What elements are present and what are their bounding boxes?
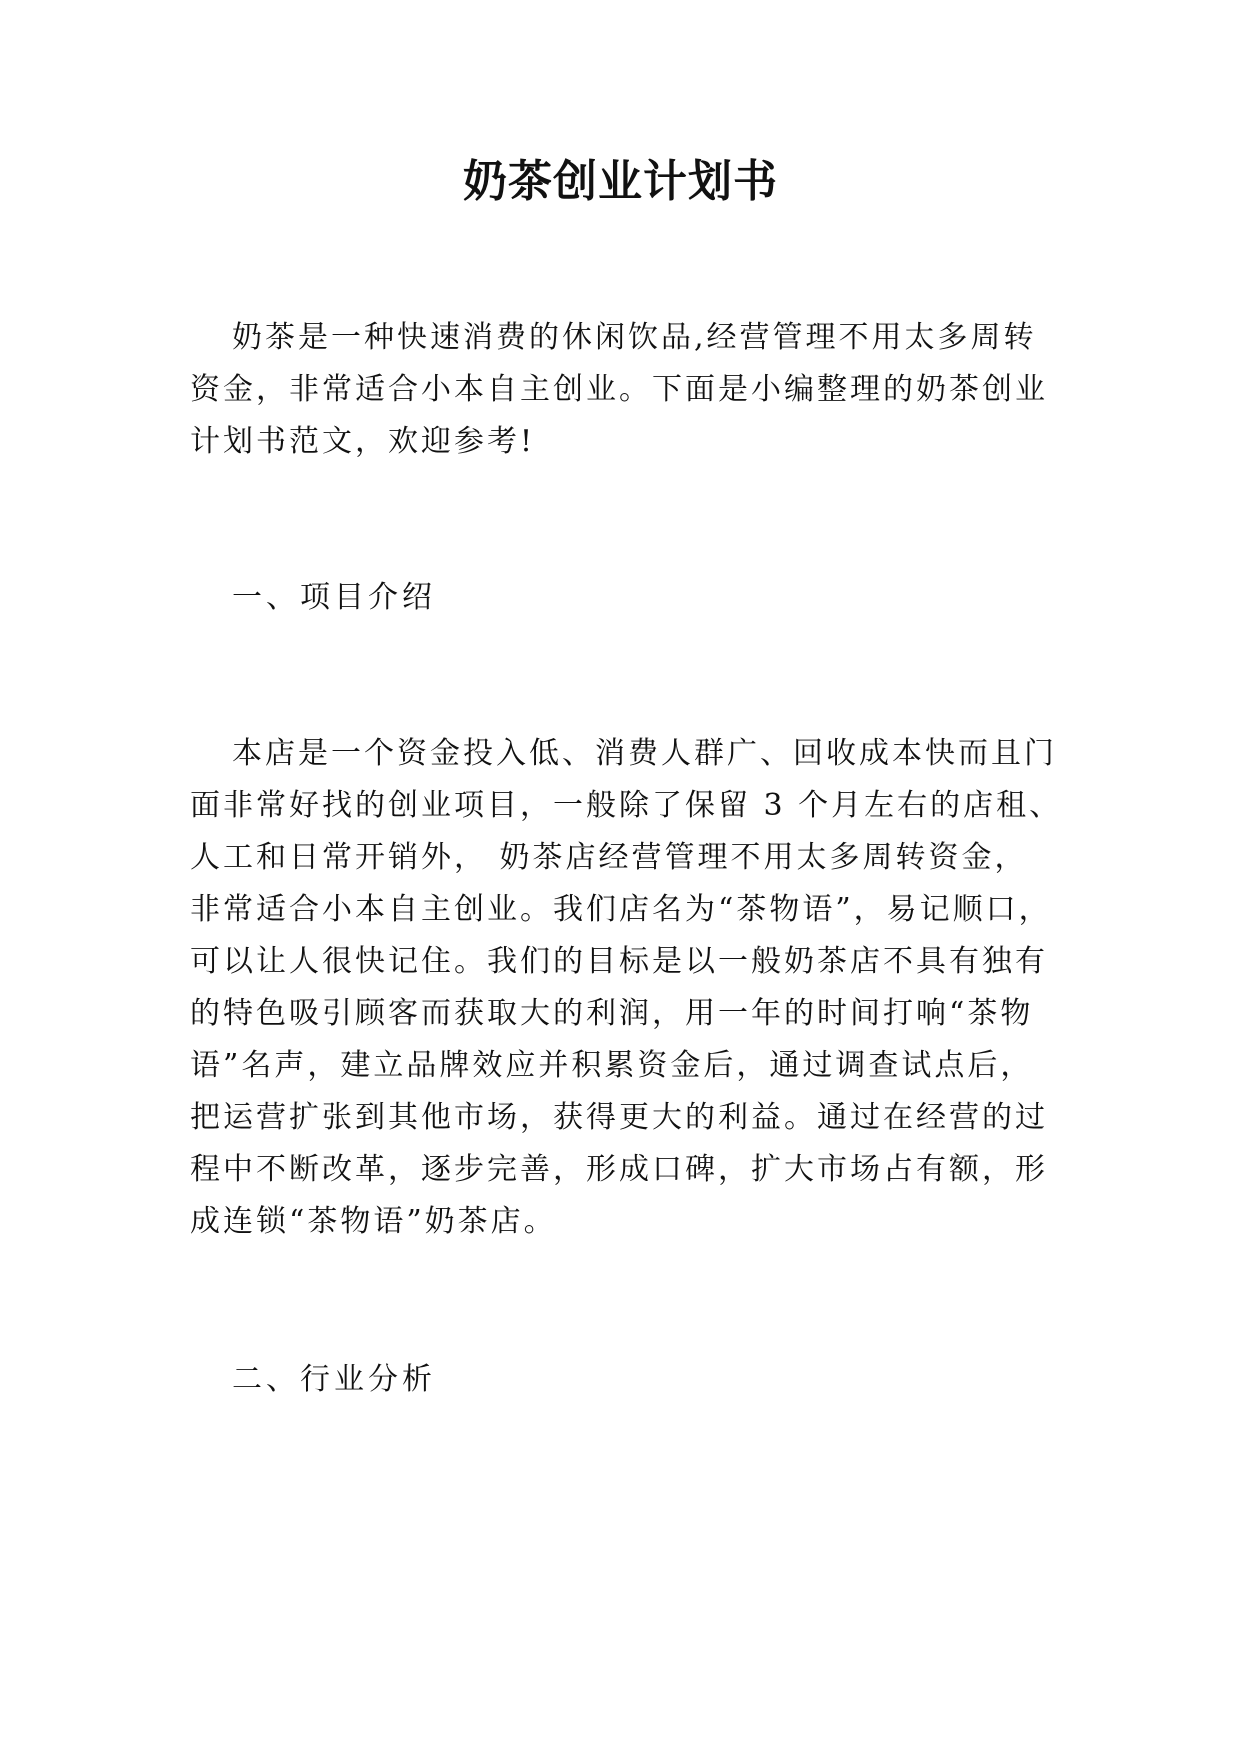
intro-paragraph-line: 计划书范文，欢迎参考! [190, 424, 536, 459]
section-heading-industry-analysis: 二、行业分析 [232, 1362, 436, 1397]
section1-paragraph-line: 非常适合小本自主创业。我们店名为“茶物语”，易记顺口， [190, 892, 1052, 927]
section1-paragraph-line: 可以让人很快记住。我们的目标是以一般奶茶店不具有独有 [190, 944, 1048, 979]
section1-paragraph-line: 本店是一个资金投入低、消费人群广、回收成本快而且门 [232, 736, 1057, 771]
section1-paragraph-line: 把运营扩张到其他市场，获得更大的利益。通过在经营的过 [190, 1100, 1048, 1135]
section1-paragraph-line: 程中不断改革，逐步完善，形成口碑，扩大市场占有额，形 [190, 1152, 1048, 1187]
document-title: 奶茶创业计划书 [463, 156, 778, 207]
section1-paragraph-line: 语”名声，建立品牌效应并积累资金后，通过调查试点后， [190, 1048, 1034, 1083]
section1-paragraph-line: 成连锁“茶物语”奶茶店。 [190, 1204, 557, 1239]
section1-paragraph-line: 人工和日常开销外， 奶茶店经营管理不用太多周转资金， [190, 840, 1028, 875]
section1-paragraph-line: 的特色吸引顾客而获取大的利润，用一年的时间打响“茶物 [190, 996, 1034, 1031]
intro-paragraph-line: 资金，非常适合小本自主创业。下面是小编整理的奶茶创业 [190, 372, 1048, 407]
section-heading-project-intro: 一、项目介绍 [232, 580, 436, 615]
section1-paragraph-line: 面非常好找的创业项目，一般除了保留 3 个月左右的店租、 [190, 788, 1063, 823]
intro-paragraph-line: 奶茶是一种快速消费的休闲饮品,经营管理不用太多周转 [232, 320, 1037, 355]
